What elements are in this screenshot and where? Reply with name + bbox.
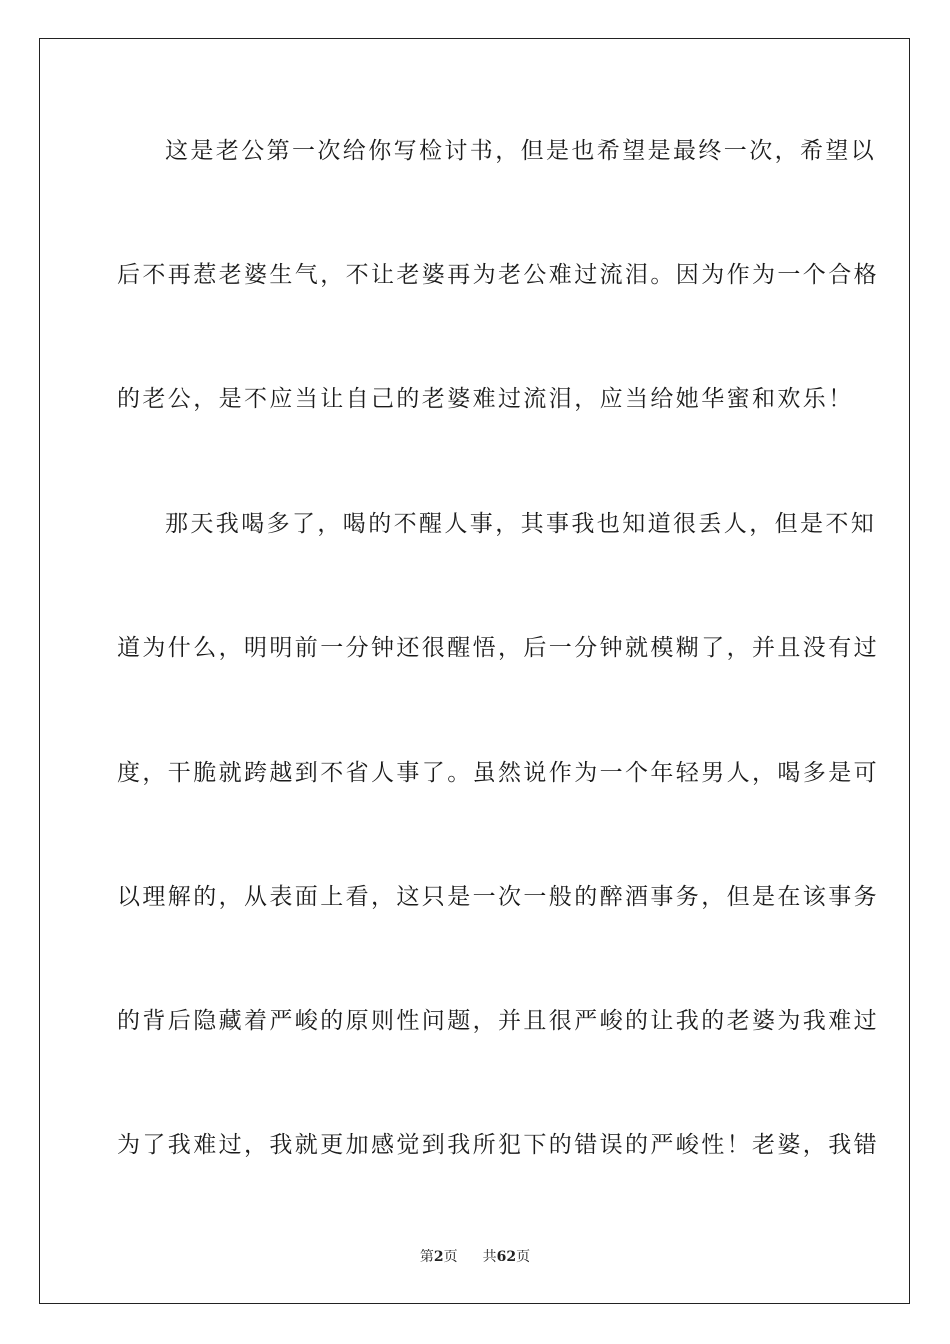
page-suffix: 页 (443, 1249, 458, 1265)
paragraph-line-7: 以理解的，从表面上看，这只是一次一般的醉酒事务，但是在该事务 (117, 884, 879, 910)
page-number: 2 (433, 1249, 444, 1265)
paragraph-line-4: 那天我喝多了，喝的不醒人事，其事我也知道很丢人，但是不知 (165, 511, 877, 537)
page-border (39, 38, 910, 1304)
paragraph-line-8: 的背后隐藏着严峻的原则性问题，并且很严峻的让我的老婆为我难过 (117, 1008, 879, 1034)
paragraph-line-2: 后不再惹老婆生气，不让老婆再为老公难过流泪。因为作为一个合格 (117, 262, 879, 288)
paragraph-line-6: 度，干脆就跨越到不省人事了。虽然说作为一个年轻男人，喝多是可 (117, 760, 879, 786)
paragraph-line-9: 为了我难过，我就更加感觉到我所犯下的错误的严峻性！老婆，我错 (117, 1132, 879, 1158)
paragraph-line-1: 这是老公第一次给你写检讨书，但是也希望是最终一次，希望以 (165, 138, 877, 164)
total-pages: 62 (496, 1249, 517, 1265)
total-suffix: 页 (516, 1249, 531, 1265)
page-prefix: 第 (419, 1249, 434, 1265)
total-prefix: 共 (482, 1249, 497, 1265)
page-footer (0, 1247, 950, 1267)
paragraph-line-3: 的老公，是不应当让自己的老婆难过流泪，应当给她华蜜和欢乐！ (117, 386, 854, 412)
paragraph-line-5: 道为什么，明明前一分钟还很醒悟，后一分钟就模糊了，并且没有过 (117, 635, 879, 661)
